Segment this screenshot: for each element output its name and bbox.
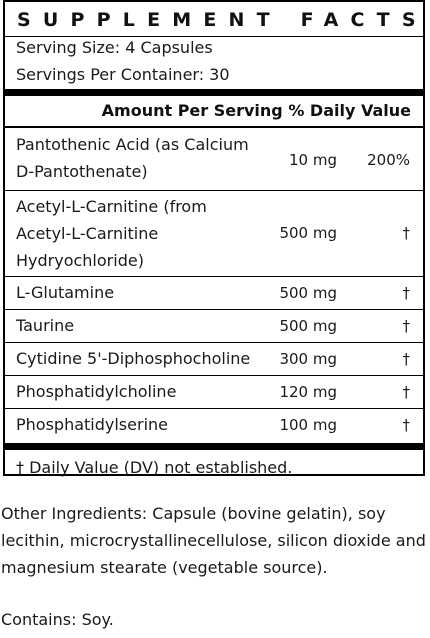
- servings-per-container: Servings Per Container: 30: [16, 65, 230, 84]
- nutrient-amount: 500 mg: [279, 317, 337, 335]
- nutrient-amount: 120 mg: [279, 383, 337, 401]
- nutrient-daily-value: †: [402, 416, 410, 434]
- panel-title: SUPPLEMENT FACTS: [17, 9, 428, 31]
- nutrient-row: [5, 277, 423, 309]
- nutrient-name: Cytidine 5'-Diphosphocholine: [16, 349, 251, 368]
- nutrient-row: [5, 409, 423, 441]
- nutrient-row: [5, 343, 423, 375]
- thick-divider-top: [5, 89, 423, 96]
- nutrient-name: Taurine: [16, 316, 75, 335]
- nutrient-name: Phosphatidylserine: [16, 415, 168, 434]
- nutrient-name-line: Acetyl-L-Carnitine: [16, 224, 159, 243]
- nutrient-amount: 100 mg: [279, 416, 337, 434]
- nutrient-daily-value: †: [402, 383, 410, 401]
- nutrient-name-line: Pantothenic Acid (as Calcium: [16, 135, 249, 154]
- nutrient-daily-value: †: [402, 350, 410, 368]
- header-divider: [5, 126, 423, 128]
- nutrient-name-line: Hydryochloride): [16, 251, 144, 270]
- nutrient-name: [16, 131, 249, 185]
- allergen-statement: Contains: Soy.: [1, 610, 114, 629]
- nutrient-amount: 10 mg: [289, 151, 337, 169]
- other-ingredients: Other Ingredients: Capsule (bovine gelatin), soy lecithin, microcrystallinecellulose, silicon dioxide and magnesium stearate (vegetable source).: [1, 504, 426, 577]
- footnote: † Daily Value (DV) not established.: [16, 458, 293, 477]
- nutrient-row: [5, 191, 423, 275]
- nutrient-name: Phosphatidylcholine: [16, 382, 177, 401]
- nutrient-amount: 300 mg: [279, 350, 337, 368]
- nutrient-name: [16, 193, 207, 274]
- nutrient-row: [5, 310, 423, 342]
- serving-size: Serving Size: 4 Capsules: [16, 38, 213, 57]
- nutrient-daily-value: †: [402, 224, 410, 242]
- column-header: Amount Per Serving % Daily Value: [101, 101, 411, 120]
- nutrient-name-line: D-Pantothenate): [16, 162, 148, 181]
- thick-divider-bottom: [5, 443, 423, 450]
- nutrient-name-line: Acetyl-L-Carnitine (from: [16, 197, 207, 216]
- nutrient-amount: 500 mg: [279, 284, 337, 302]
- nutrient-daily-value: †: [402, 284, 410, 302]
- nutrient-daily-value: 200%: [367, 151, 410, 169]
- nutrient-row: [5, 129, 423, 189]
- nutrient-name: L-Glutamine: [16, 283, 115, 302]
- supplement-facts-panel: [3, 0, 428, 477]
- nutrient-amount: 500 mg: [279, 224, 337, 242]
- nutrient-daily-value: †: [402, 317, 410, 335]
- nutrient-row: [5, 376, 423, 408]
